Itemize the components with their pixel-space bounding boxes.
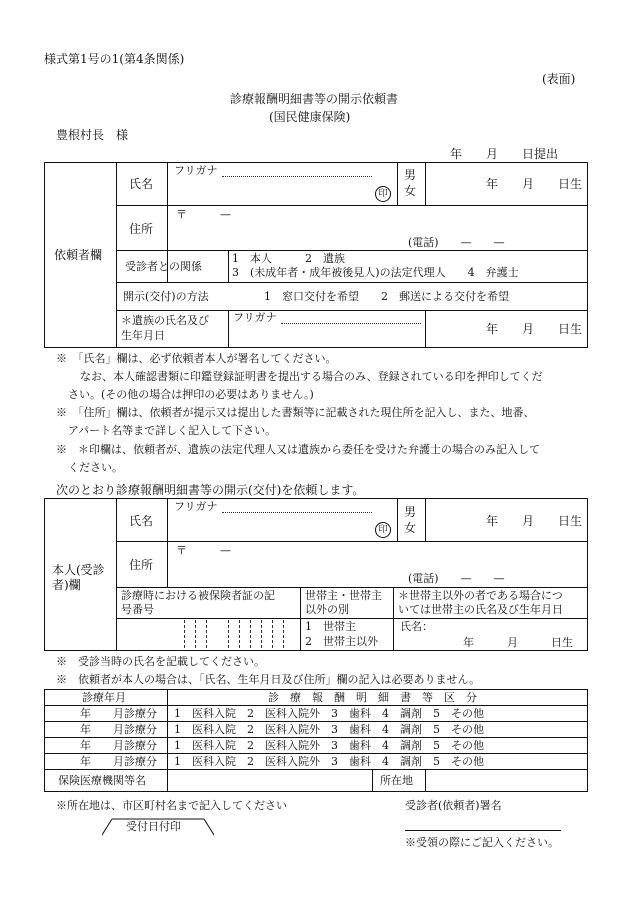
requester-sex-male[interactable]: 男: [404, 168, 417, 182]
document-subtitle: (国民健康保険): [269, 110, 351, 124]
other-householder-birth: 年 月 日生: [463, 636, 573, 649]
treatment-class-header: 診 療 報 酬 明 細 書 等 区 分: [268, 691, 477, 704]
requester-seal-icon: 印: [375, 186, 391, 202]
request-sentence: 次のとおり診療報酬明細書等の開示(交付)を依頼します。: [56, 483, 365, 497]
insurance-label-line2: 号番号: [121, 603, 154, 616]
note-asterisk-line1: ※ ＊印欄は、依頼者が、遺族の法定代理人又は遺族から委任を受けた弁護士の場合のみ記入して: [56, 443, 540, 456]
householder-option-2[interactable]: 2 世帯主以外: [305, 635, 378, 648]
signature-label: 受診者(依頼者)署名: [405, 799, 502, 812]
relation-label: 受診者との関係: [125, 260, 202, 273]
patient-seal-icon: 印: [375, 522, 391, 538]
treatment-row-month[interactable]: 年 月診療分: [80, 723, 157, 736]
treatment-row-month[interactable]: 年 月診療分: [80, 707, 157, 720]
requester-section-label: 依頼者欄: [54, 248, 103, 262]
note-address-line1: ※ 「住所」欄は、依頼者が提示又は提出した書類等に記載された現住所を記入し、また、地番、: [56, 406, 535, 419]
signature-line[interactable]: [405, 830, 561, 831]
document-title: 診療報酬明細書等の開示依頼書: [230, 92, 399, 106]
requester-birth-date: 年 月 日生: [486, 177, 583, 191]
other-householder-name[interactable]: 氏名：: [400, 620, 433, 633]
treatment-row-categories[interactable]: 1 医科入院 2 医科入院外 3 歯科 4 調剤 5 その他: [174, 723, 484, 736]
requester-phone[interactable]: (電話) — —: [408, 236, 505, 249]
relation-options-line1[interactable]: 1 本人 2 遺族: [232, 252, 345, 265]
requester-name-label: 氏名: [129, 177, 154, 191]
other-householder-label-line2: いては世帯主の氏名及び生年月日: [398, 603, 563, 616]
patient-birth-date: 年 月 日生: [486, 514, 583, 528]
submission-date: 年 月 日提出: [450, 147, 559, 161]
requester-furigana-line[interactable]: [222, 176, 372, 177]
treatment-row-categories[interactable]: 1 医科入院 2 医科入院外 3 歯科 4 調剤 5 その他: [174, 707, 484, 720]
householder-option-1[interactable]: 1 世帯主: [305, 620, 356, 633]
relation-options-line2[interactable]: 3 (未成年者・成年被後見人)の法定代理人 4 弁護士: [232, 266, 519, 279]
note-seal-line1: なお、本人確認書類に印鑑登録証明書を提出する場合のみ、登録されている印を押印してくだ: [80, 370, 543, 383]
requester-postal-mark[interactable]: 〒 —: [176, 208, 231, 221]
bereaved-furigana-label: フリガナ: [233, 311, 277, 324]
requester-furigana-label: フリガナ: [174, 164, 218, 177]
form-number: 様式第1号の1(第4条関係): [44, 52, 185, 66]
treatment-row-month[interactable]: 年 月診療分: [80, 755, 157, 768]
patient-address-label: 住所: [129, 558, 154, 572]
method-label: 開示(交付)の方法: [123, 290, 209, 303]
patient-section-label-line2: 者)欄: [52, 578, 81, 592]
bereaved-label-line2: 生年月日: [121, 329, 165, 342]
patient-furigana-label: フリガナ: [174, 500, 218, 513]
patient-sex-male[interactable]: 男: [404, 505, 417, 519]
treatment-month-header: 診療年月: [82, 691, 126, 704]
note-asterisk-line2: ください。: [68, 461, 123, 474]
institution-label: 保険医療機関等名: [58, 774, 146, 787]
requester-address-label: 住所: [129, 222, 154, 236]
note-name-at-visit: ※ 受診当時の氏名を記載してください。: [56, 655, 265, 668]
bereaved-birth-date: 年 月 日生: [486, 322, 583, 336]
patient-phone[interactable]: (電話) — —: [408, 572, 505, 585]
householder-label-line1: 世帯主・世帯主: [305, 589, 382, 602]
note-self-requester: ※ 依頼者が本人の場合は、「氏名、生年月日及び住所」欄の記入は必要ありません。: [56, 673, 481, 686]
patient-furigana-line[interactable]: [222, 512, 372, 513]
method-options[interactable]: 1 窓口交付を希望 2 郵送による交付を希望: [264, 290, 509, 303]
other-householder-label-line1: ＊世帯主以外の者である場合につ: [398, 589, 563, 602]
householder-label-line2: 以外の別: [305, 603, 349, 616]
patient-section-label-line1: 本人(受診: [52, 563, 105, 577]
reception-stamp: [102, 818, 214, 836]
addressee: 豊根村長 様: [56, 128, 129, 142]
treatment-row-categories[interactable]: 1 医科入院 2 医科入院外 3 歯科 4 調剤 5 その他: [174, 755, 484, 768]
patient-postal-mark[interactable]: 〒 —: [176, 544, 231, 557]
requester-sex-female[interactable]: 女: [404, 184, 417, 198]
insurance-label-line1: 診療時における被保険者証の記: [121, 589, 275, 602]
bereaved-furigana-line[interactable]: [281, 323, 421, 324]
patient-sex-female[interactable]: 女: [404, 521, 417, 535]
note-address-line2: アパート名等まで詳しく記入して下さい。: [68, 424, 277, 437]
location-label: 所在地: [380, 774, 413, 787]
receipt-note: ※受領の際にご記入ください。: [405, 836, 559, 849]
patient-name-label: 氏名: [129, 514, 154, 528]
reception-stamp-label: 受付日付印: [126, 820, 181, 833]
side-label: (表面): [542, 72, 576, 86]
bereaved-label-line1: ＊遺族の氏名及び: [121, 314, 209, 327]
treatment-row-categories[interactable]: 1 医科入院 2 医科入院外 3 歯科 4 調剤 5 その他: [174, 739, 484, 752]
note-seal-line2: さい。(その他の場合は押印の必要はありません。): [68, 388, 314, 401]
note-name-signature: ※ 「氏名」欄は、必ず依頼者本人が署名してください。: [56, 352, 337, 365]
treatment-row-month[interactable]: 年 月診療分: [80, 739, 157, 752]
location-note: ※所在地は、市区町村名まで記入してください: [56, 799, 287, 812]
